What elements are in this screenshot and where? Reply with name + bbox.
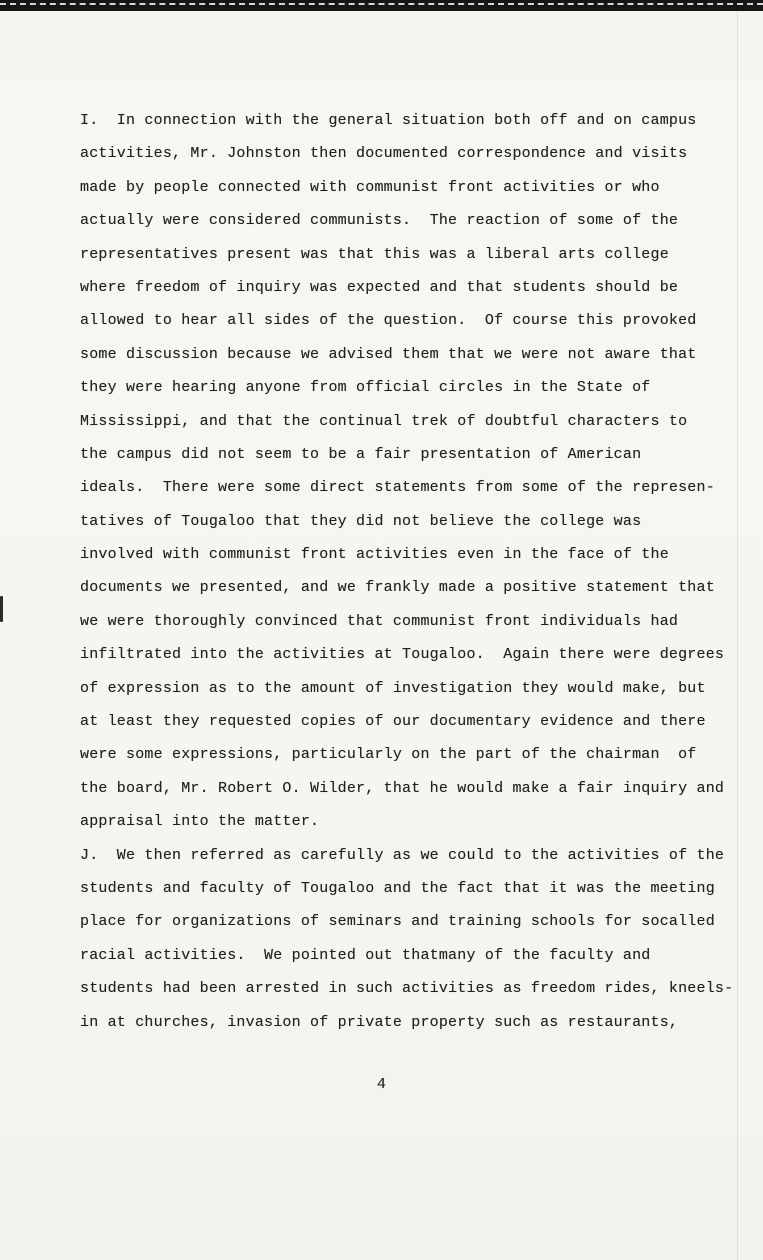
ink-mark-artifact xyxy=(0,596,3,622)
text-line: they were hearing anyone from official circles in the State of xyxy=(80,379,651,397)
text-line: students and faculty of Tougaloo and the fact that it was the meeting xyxy=(80,879,715,897)
text-line: we were thoroughly convinced that communist front individuals had xyxy=(80,612,679,630)
text-line: infiltrated into the activities at Tougaloo. Again there were degrees xyxy=(80,646,725,664)
text-line: appraisal into the matter. xyxy=(80,813,320,831)
text-line: ideals. There were some direct statements from some of the represen- xyxy=(80,479,715,497)
text-line: I. In connection with the general situation both off and on campus xyxy=(80,112,697,129)
text-line: documents we presented, and we frankly made a positive statement that xyxy=(80,579,715,597)
scan-edge-dashed-line xyxy=(0,3,763,5)
text-line: tatives of Tougaloo that they did not believe the college was xyxy=(80,512,642,530)
text-line: actually were considered communists. The reaction of some of the xyxy=(80,212,679,230)
text-line: were some expressions, particularly on the part of the chairman of xyxy=(80,746,697,764)
text-line: J. We then referred as carefully as we could to the activities of the xyxy=(80,846,725,864)
text-line: racial activities. We pointed out thatmany of the faculty and xyxy=(80,946,651,964)
text-line: made by people connected with communist front activities or who xyxy=(80,178,660,196)
text-line: students had been arrested in such activities as freedom rides, kneels- xyxy=(80,980,734,998)
text-line: place for organizations of seminars and training schools for socalled xyxy=(80,913,715,931)
text-line: of expression as to the amount of investigation they would make, but xyxy=(80,679,706,697)
text-line: representatives present was that this was a liberal arts college xyxy=(80,245,669,263)
text-line: the campus did not seem to be a fair presentation of American xyxy=(80,445,642,463)
text-line: at least they requested copies of our documentary evidence and there xyxy=(80,713,706,731)
text-line: in at churches, invasion of private property such as restaurants, xyxy=(80,1013,679,1031)
page-number: 4 xyxy=(376,1076,387,1093)
scan-edge-artifact xyxy=(0,0,763,11)
document-body xyxy=(80,104,736,1039)
text-line: the board, Mr. Robert O. Wilder, that he would make a fair inquiry and xyxy=(80,779,725,797)
text-line: allowed to hear all sides of the question. Of course this provoked xyxy=(80,312,697,330)
text-line: where freedom of inquiry was expected and that students should be xyxy=(80,278,679,296)
text-line: activities, Mr. Johnston then documented correspondence and visits xyxy=(80,145,688,163)
text-line: involved with communist front activities even in the face of the xyxy=(80,546,669,564)
scan-fold-line xyxy=(737,11,738,1260)
text-line: Mississippi, and that the continual trek of doubtful characters to xyxy=(80,412,688,430)
text-line: some discussion because we advised them that we were not aware that xyxy=(80,345,697,363)
